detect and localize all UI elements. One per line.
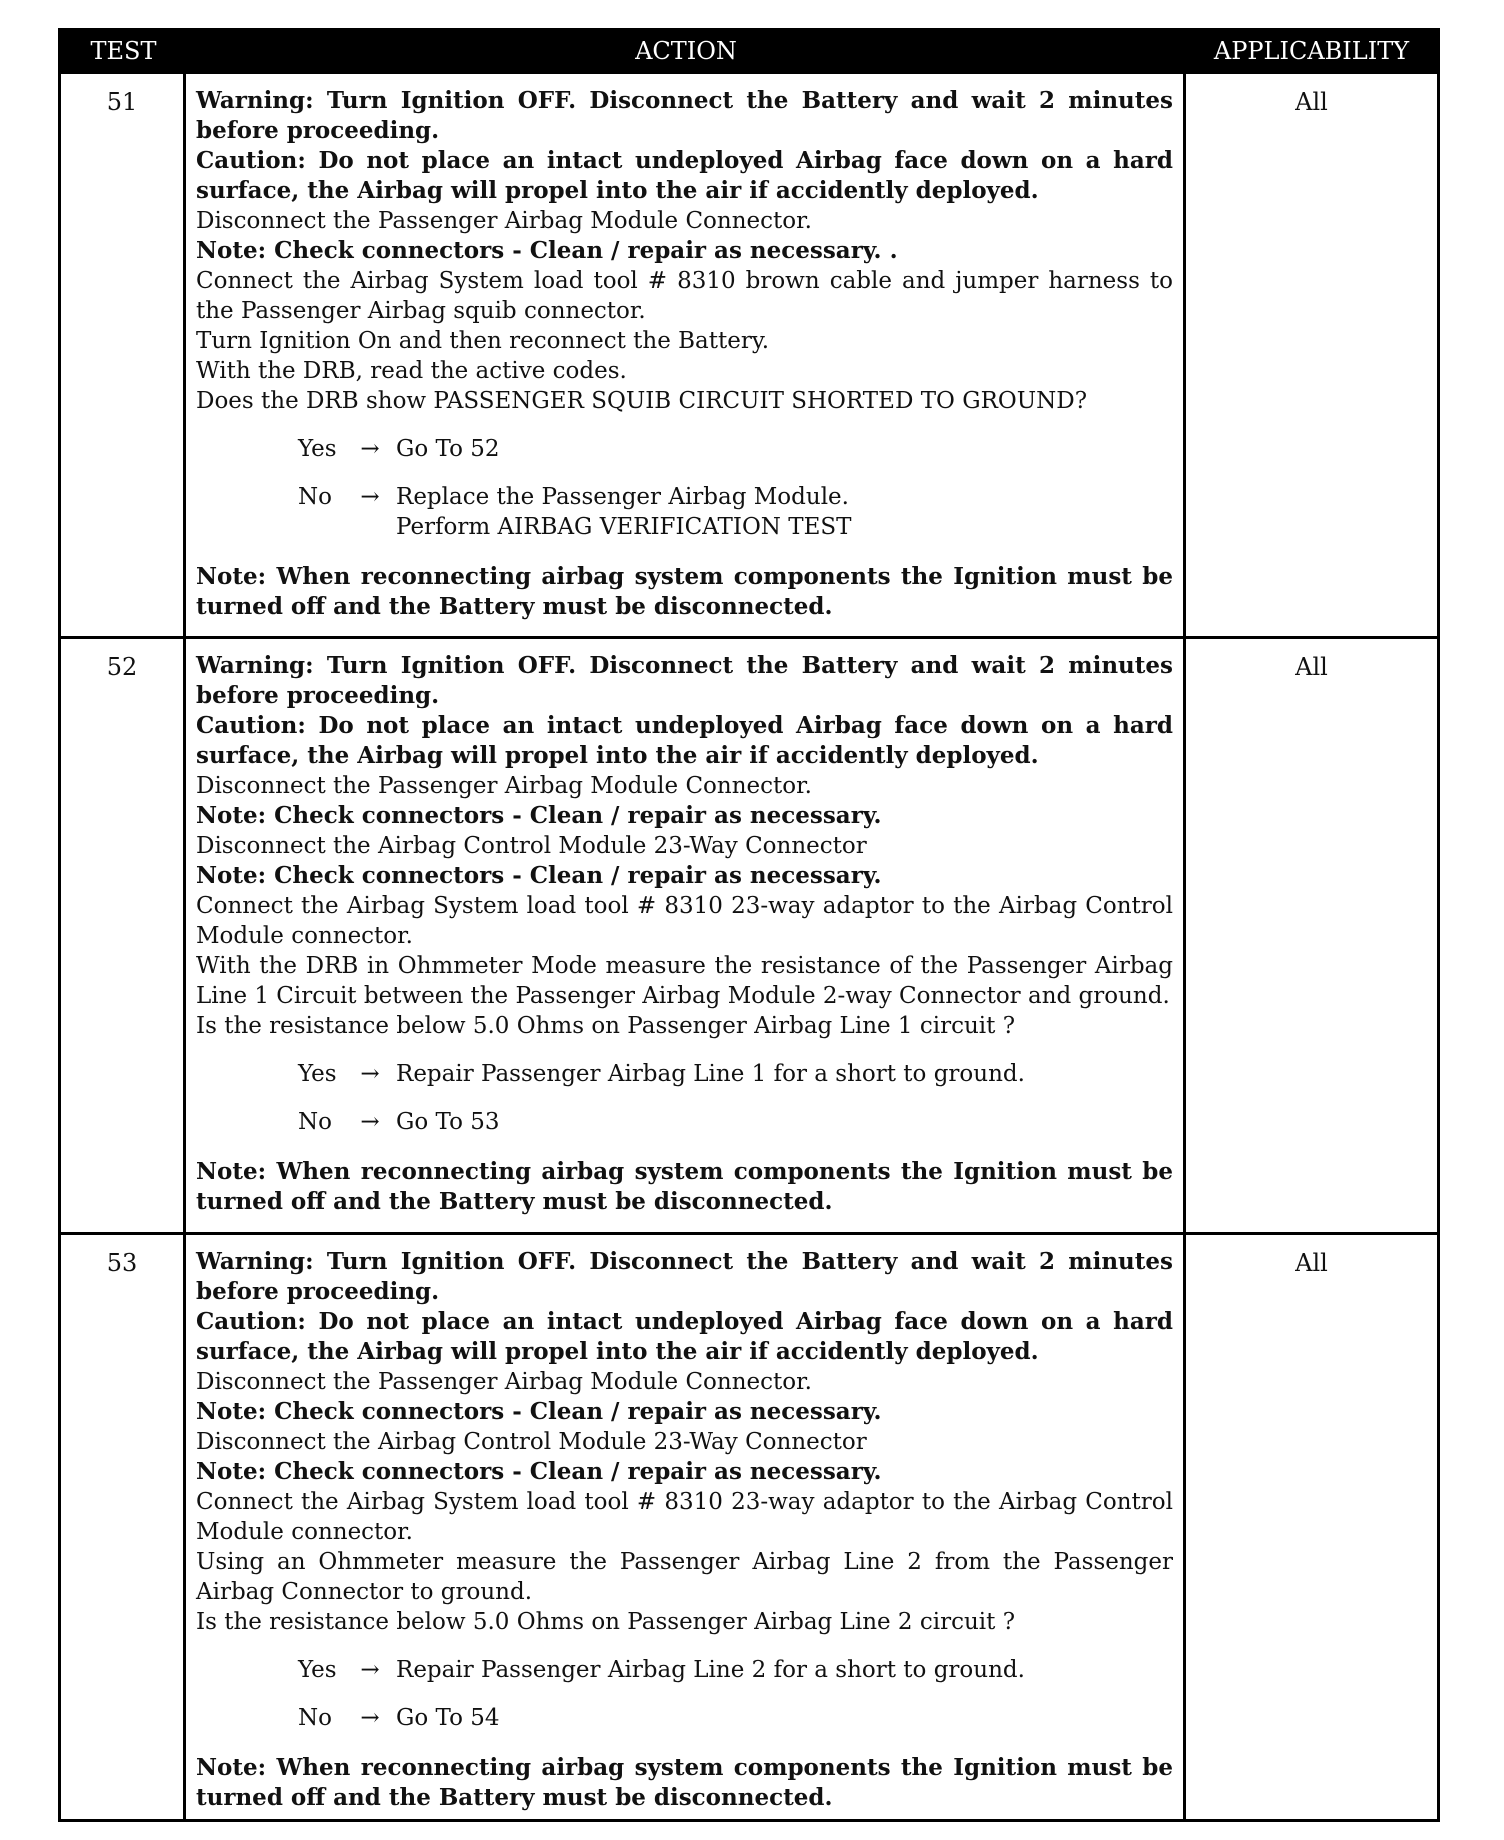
test-number: 53 <box>61 1235 186 1822</box>
arrow-right-icon: → <box>360 484 380 510</box>
test-number: 52 <box>61 639 186 1232</box>
final-note: Note: When reconnecting airbag system components the Ignition must be turned off and the Battery must be disconnected. <box>196 1754 1173 1811</box>
step-text: Connect the Airbag System load tool # 8310 brown cable and jumper harness to the Passenger Airbag squib connector. <box>196 268 1173 324</box>
note-text: Note: Check connectors - Clean / repair as necessary. <box>196 1458 882 1485</box>
step-text: Disconnect the Passenger Airbag Module Connector. <box>196 208 812 234</box>
no-result <box>396 482 851 542</box>
yes-label: Yes <box>298 436 337 462</box>
step-text: Connect the Airbag System load tool # 8310 23-way adaptor to the Airbag Control Module connector. <box>196 893 1173 949</box>
test-number: 51 <box>61 74 186 636</box>
no-branch <box>298 1107 1173 1137</box>
header-action: ACTION <box>635 37 737 65</box>
table-row <box>61 1232 1437 1822</box>
question-text: Is the resistance below 5.0 Ohms on Passenger Airbag Line 2 circuit ? <box>196 1609 1016 1635</box>
applicability-value: All <box>1295 1249 1328 1277</box>
arrow-right-icon: → <box>360 1657 380 1683</box>
applicability-value: All <box>1295 653 1328 681</box>
note-text: Note: Check connectors - Clean / repair as necessary. <box>196 1398 882 1425</box>
no-result-line: Replace the Passenger Airbag Module. <box>396 484 849 510</box>
table-header <box>61 31 1437 71</box>
no-label: No <box>298 1705 332 1731</box>
warning-text: Warning: Turn Ignition OFF. Disconnect the Battery and wait 2 minutes before proceeding. <box>196 652 1173 709</box>
no-branch <box>298 1703 1173 1733</box>
header-applicability: APPLICABILITY <box>1213 37 1410 65</box>
header-test: TEST <box>90 37 157 65</box>
diagnostic-test-table <box>58 28 1440 1822</box>
yes-branch <box>298 1655 1173 1685</box>
action-cell <box>186 1235 1186 1822</box>
note-text: Note: Check connectors - Clean / repair as necessary. . <box>196 237 898 264</box>
table-row <box>61 71 1437 636</box>
caution-text: Caution: Do not place an intact undeployed Airbag face down on a hard surface, the Airbag will propel into the air if accidently deployed. <box>196 147 1173 204</box>
warning-text: Warning: Turn Ignition OFF. Disconnect the Battery and wait 2 minutes before proceeding. <box>196 87 1173 144</box>
question-text: Does the DRB show PASSENGER SQUIB CIRCUIT SHORTED TO GROUND? <box>196 388 1088 414</box>
yes-result: Repair Passenger Airbag Line 1 for a short to ground. <box>396 1061 1025 1087</box>
arrow-right-icon: → <box>360 436 380 462</box>
yes-branch <box>298 1059 1173 1089</box>
no-label: No <box>298 1109 332 1135</box>
step-text: Turn Ignition On and then reconnect the Battery. <box>196 328 770 354</box>
note-text: Note: Check connectors - Clean / repair as necessary. <box>196 802 882 829</box>
warning-text: Warning: Turn Ignition OFF. Disconnect the Battery and wait 2 minutes before proceeding. <box>196 1248 1173 1305</box>
no-label: No <box>298 484 332 510</box>
no-branch <box>298 482 1173 542</box>
action-cell <box>186 74 1186 636</box>
caution-text: Caution: Do not place an intact undeployed Airbag face down on a hard surface, the Airbag will propel into the air if accidently deployed. <box>196 1308 1173 1365</box>
yes-label: Yes <box>298 1657 337 1683</box>
arrow-right-icon: → <box>360 1061 380 1087</box>
step-text: Disconnect the Passenger Airbag Module Connector. <box>196 1369 812 1395</box>
step-text: Disconnect the Airbag Control Module 23-Way Connector <box>196 1429 867 1455</box>
step-text: Disconnect the Passenger Airbag Module Connector. <box>196 773 812 799</box>
no-result-line: Perform AIRBAG VERIFICATION TEST <box>396 514 852 540</box>
arrow-right-icon: → <box>360 1705 380 1731</box>
step-text: Disconnect the Airbag Control Module 23-Way Connector <box>196 833 867 859</box>
step-text: Using an Ohmmeter measure the Passenger Airbag Line 2 from the Passenger Airbag Connector to ground. <box>196 1549 1173 1605</box>
final-note: Note: When reconnecting airbag system components the Ignition must be turned off and the Battery must be disconnected. <box>196 1158 1173 1215</box>
caution-text: Caution: Do not place an intact undeployed Airbag face down on a hard surface, the Airbag will propel into the air if accidently deployed. <box>196 712 1173 769</box>
yes-label: Yes <box>298 1061 337 1087</box>
action-cell <box>186 639 1186 1232</box>
step-text: With the DRB, read the active codes. <box>196 358 627 384</box>
yes-result: Go To 52 <box>396 436 500 462</box>
table-row <box>61 636 1437 1232</box>
no-result: Go To 53 <box>396 1109 500 1135</box>
question-text: Is the resistance below 5.0 Ohms on Passenger Airbag Line 1 circuit ? <box>196 1013 1016 1039</box>
note-text: Note: Check connectors - Clean / repair as necessary. <box>196 862 882 889</box>
applicability-value: All <box>1295 88 1328 116</box>
arrow-right-icon: → <box>360 1109 380 1135</box>
yes-result: Repair Passenger Airbag Line 2 for a short to ground. <box>396 1657 1025 1683</box>
step-text: Connect the Airbag System load tool # 8310 23-way adaptor to the Airbag Control Module connector. <box>196 1489 1173 1545</box>
no-result: Go To 54 <box>396 1705 500 1731</box>
step-text: With the DRB in Ohmmeter Mode measure the resistance of the Passenger Airbag Line 1 Circuit between the Passenger Airbag Module 2-way Connector and ground. <box>196 953 1173 1009</box>
final-note: Note: When reconnecting airbag system components the Ignition must be turned off and the Battery must be disconnected. <box>196 563 1173 620</box>
yes-branch <box>298 434 1173 464</box>
